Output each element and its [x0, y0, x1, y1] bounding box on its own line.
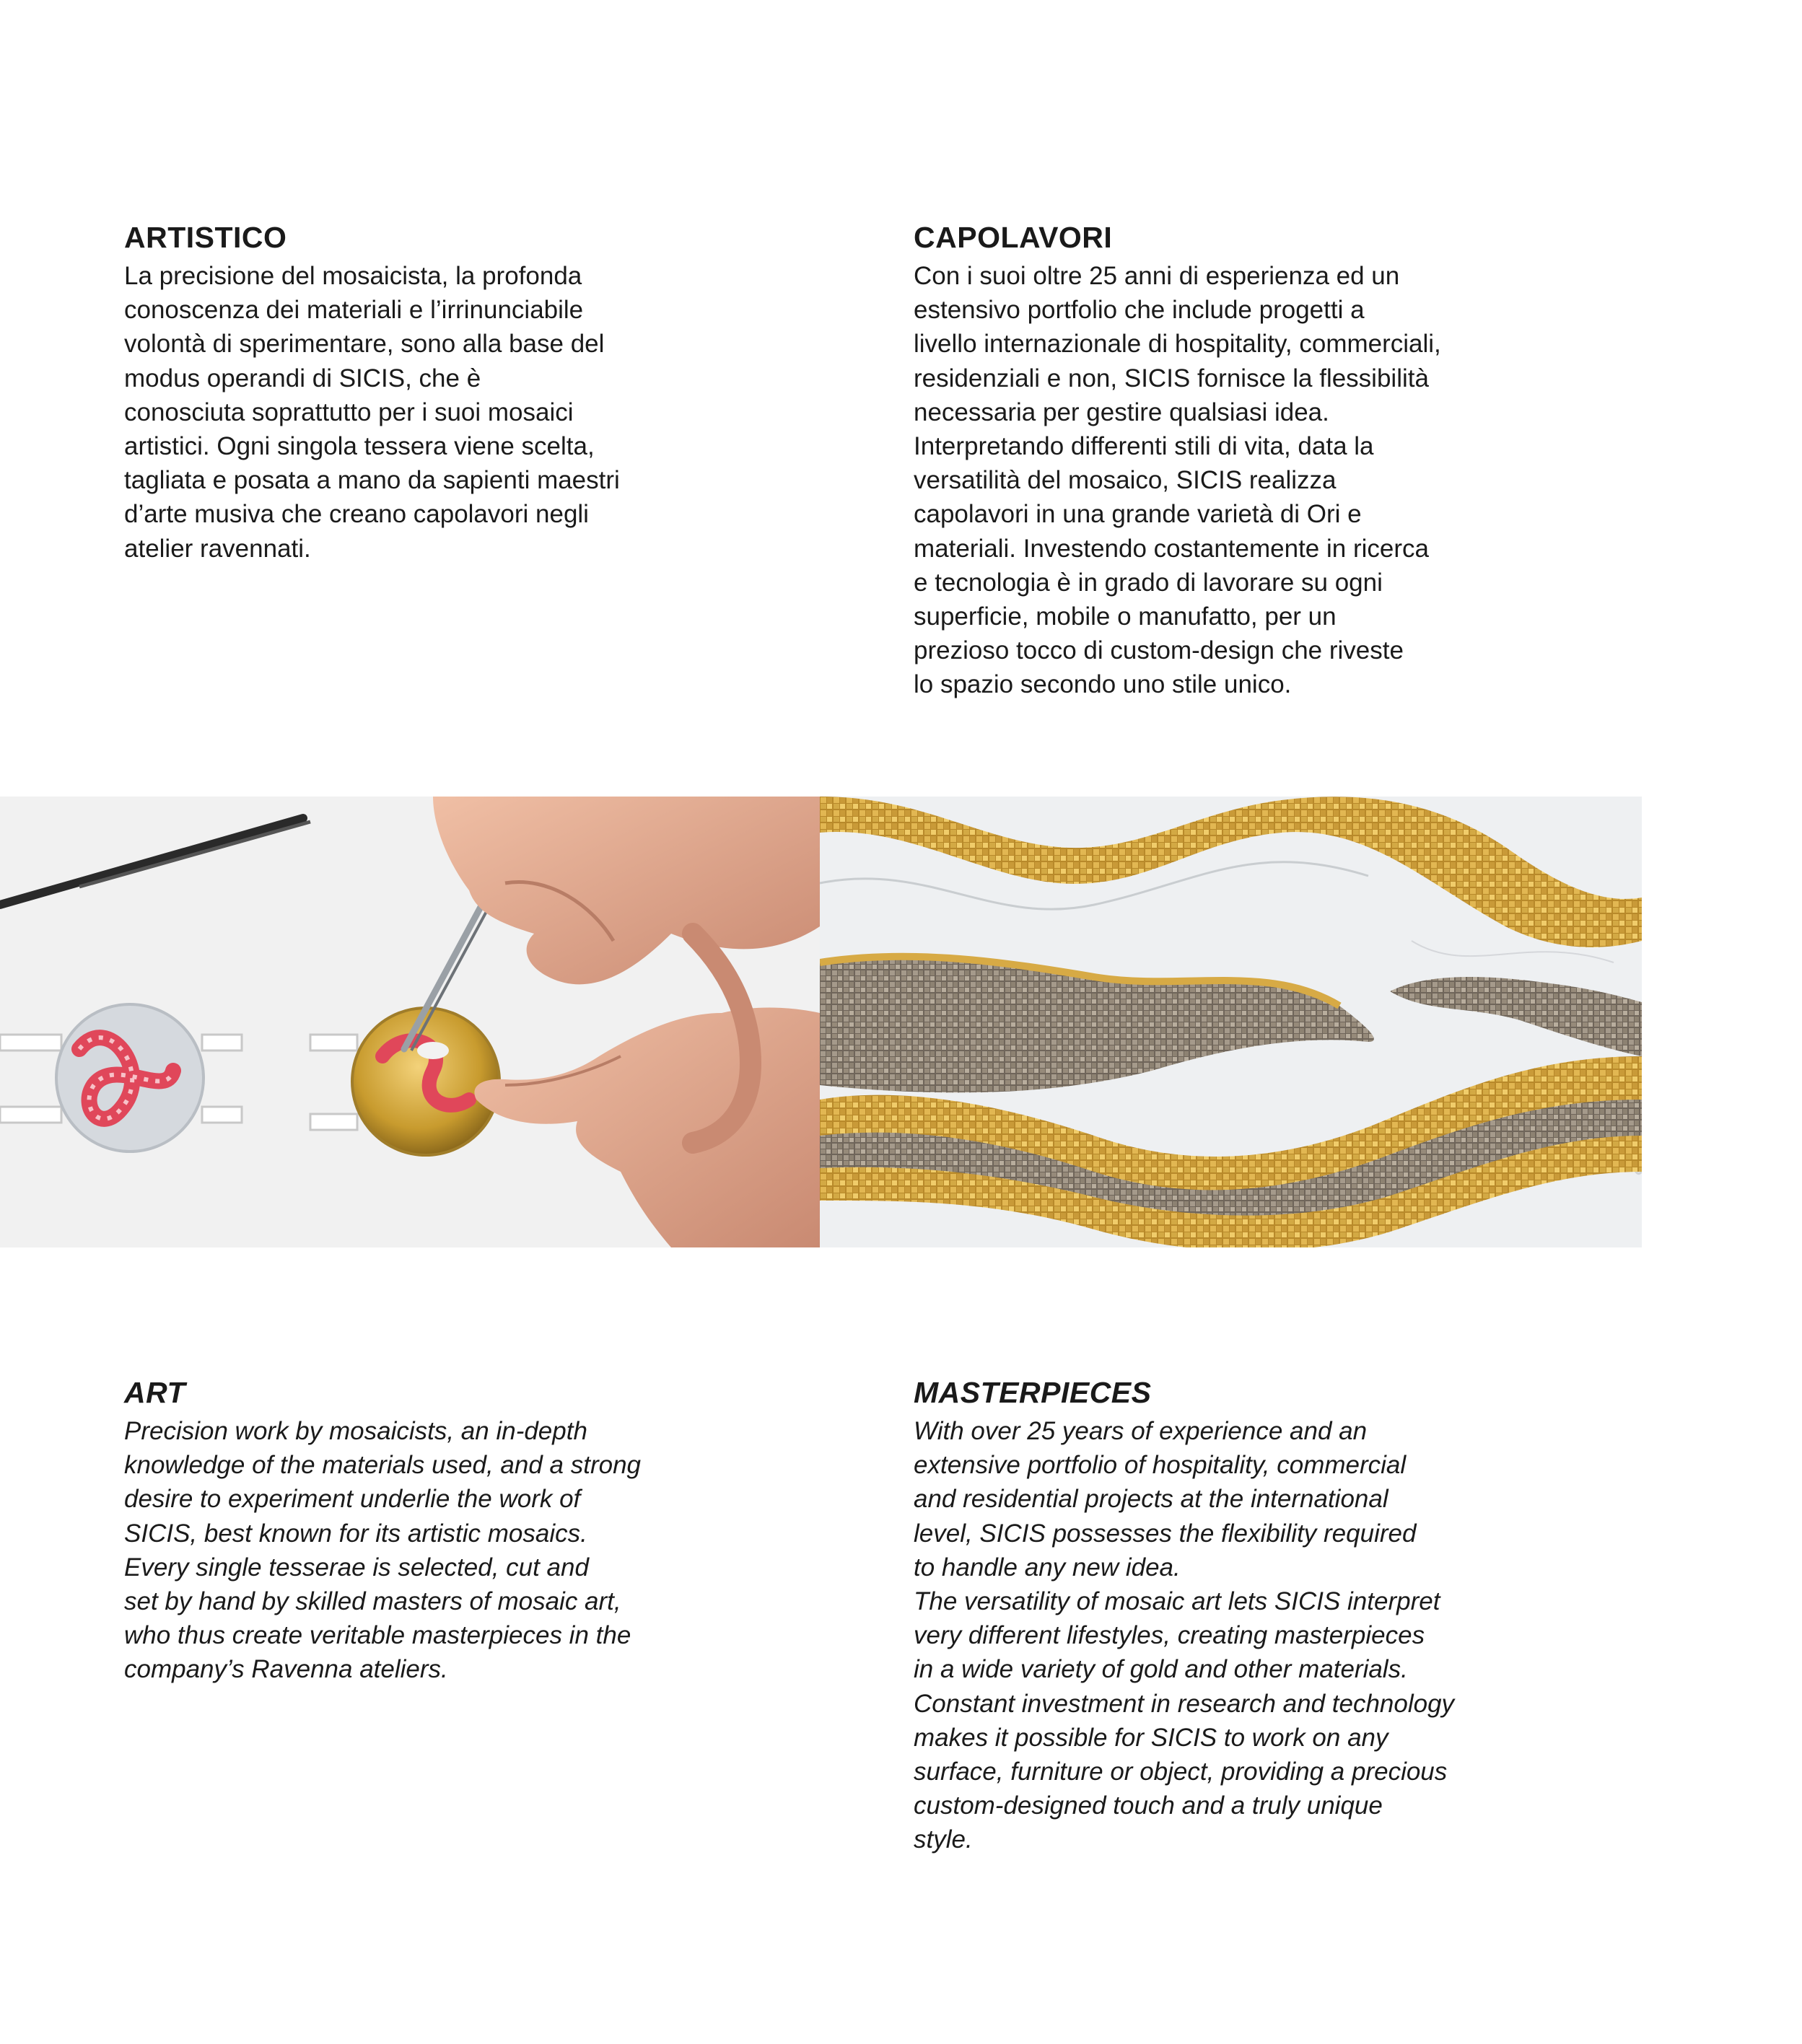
- capolavori-body: Con i suoi oltre 25 anni di esperienza ed un estensivo portfolio che include progetti a livello internazionale di hospitality, commerciali, residenziali e non, SICIS fornisce la flessibilità necessaria per gestire qualsiasi idea. Interpretando differenti stili di vita, data la versatilità del mosaico, SICIS realizza capolavori in una grande varietà di Ori e materiali. Investendo costantemente in ricerca e tecnologia è in grado di lavorare su ogni superficie, mobile o manufatto, per un prezioso tocco di custom-design che riveste lo spazio secondo uno stile unico.: [914, 262, 1441, 699]
- art-body: Precision work by mosaicists, an in-depth knowledge of the materials used, and a strong desire to experiment underlie the work of SICIS, best known for its artistic mosaics. Every single tesserae is selected, cut and set by hand by skilled masters of mosaic art, who thus create veritable masterpieces in the company’s Ravenna ateliers.: [124, 1417, 641, 1684]
- capolavori-section: [914, 220, 1635, 702]
- art-section: [124, 1375, 802, 1687]
- artistico-heading: ARTISTICO: [124, 221, 287, 254]
- art-heading: ART: [124, 1376, 186, 1409]
- masterpieces-section: [914, 1375, 1635, 1857]
- artistico-section: [124, 220, 802, 566]
- artisan-watch-photo: [0, 797, 820, 1247]
- artistico-body: La precisione del mosaicista, la profonda conoscenza dei materiali e l’irrinunciabile volontà di sperimentare, sono alla base del modus operandi di SICIS, che è conosciuta soprattutto per i suoi mosaici artistici. Ogni singola tessera viene scelta, tagliata e posata a mano da sapienti maestri d’arte musiva che creano capolavori negli atelier ravennati.: [124, 262, 620, 563]
- masterpieces-body: With over 25 years of experience and an extensive portfolio of hospitality, commercial and residential projects at the international level, SICIS possesses the flexibility required to handle any new idea. The versatility of mosaic art lets SICIS interpret very different lifestyles, creating masterpieces in a wide variety of gold and other materials. Constant investment in research and technology makes it possible for SICIS to work on any surface, furniture or object, providing a precious custom-designed touch and a truly unique style.: [914, 1417, 1455, 1854]
- masterpieces-heading: MASTERPIECES: [914, 1376, 1152, 1409]
- mosaic-waves-photo: [820, 797, 1642, 1247]
- capolavori-heading: CAPOLAVORI: [914, 221, 1113, 254]
